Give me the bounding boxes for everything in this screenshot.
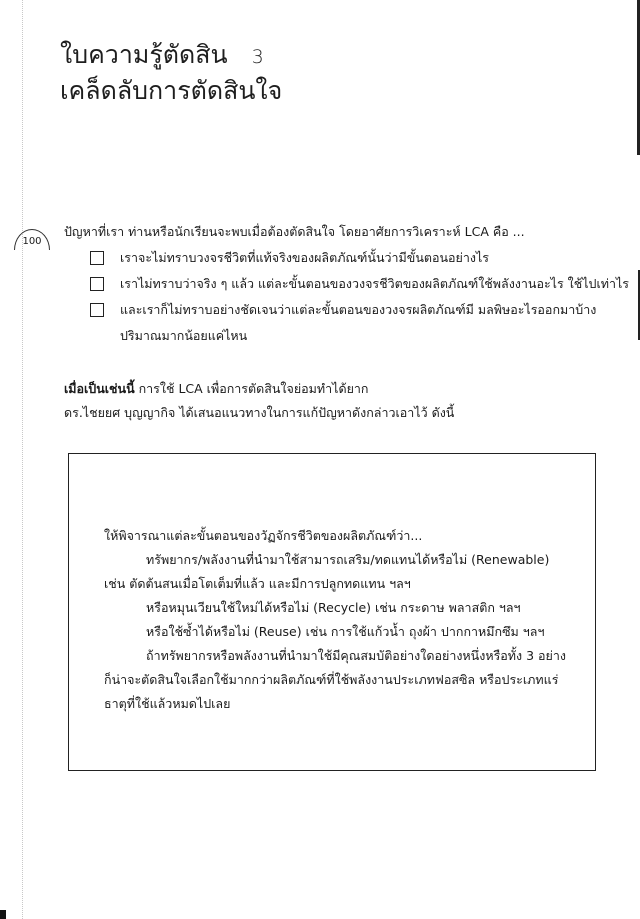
- option-3-continuation: ปริมาณมากน้อยแค่ไหน: [120, 328, 248, 343]
- checkbox-icon[interactable]: [90, 303, 104, 317]
- margin-dotted-line: [22, 0, 23, 919]
- when-section: [64, 377, 454, 425]
- title-line-2: เคล็ดลับการตัดสินใจ: [60, 76, 283, 105]
- advice-line: เช่น ตัดต้นสนเมื่อโตเต็มที่แล้ว และมีการปลูกทดแทน ฯลฯ: [104, 576, 411, 591]
- advice-line: ทรัพยากร/พลังงานที่นำมาใช้สามารถเสริม/ทดแทนได้หรือไม่ (Renewable): [146, 552, 550, 567]
- title-line-1: [60, 38, 282, 74]
- option-label: และเราก็ไม่ทราบอย่างชัดเจนว่าแต่ละขั้นตอนของวงจรผลิตภัณฑ์มี มลพิษอะไรออกมาบ้าง: [120, 302, 597, 317]
- option-label: เราจะไม่ทราบวงจรชีวิตที่แท้จริงของผลิตภัณฑ์นั้นว่ามีขั้นตอนอย่างไร: [120, 250, 489, 265]
- title-text: ใบความรู้ตัดสิน: [60, 40, 228, 69]
- checkbox-icon[interactable]: [90, 277, 104, 291]
- when-line-1: [64, 377, 454, 401]
- checkbox-option-3[interactable]: [64, 297, 629, 323]
- when-rest: การใช้ LCA เพื่อการตัดสินใจย่อมทำได้ยาก: [134, 381, 369, 396]
- when-bold: เมื่อเป็นเช่นนี้: [64, 381, 135, 396]
- advice-line: หรือใช้ซ้ำได้หรือไม่ (Reuse) เช่น การใช้แก้วน้ำ ถุงผ้า ปากกาหมึกซึม ฯลฯ: [146, 624, 545, 639]
- when-line-2: ดร.ไชยยศ บุญญากิจ ได้เสนอแนวทางในการแก้ปัญหาดังกล่าวเอาไว้ ดังนี้: [64, 405, 455, 420]
- checkbox-option-2[interactable]: [64, 271, 629, 297]
- checkbox-option-1[interactable]: [64, 245, 629, 271]
- option-label: เราไม่ทราบว่าจริง ๆ แล้ว แต่ละขั้นตอนของวงจรชีวิตของผลิตภัณฑ์ใช้พลังงานอะไร ใช้ไปเท่าไร: [120, 276, 629, 291]
- title-number: 3: [251, 46, 264, 68]
- advice-box-content: [104, 524, 574, 716]
- advice-line: ก็น่าจะตัดสินใจเลือกใช้มากกว่าผลิตภัณฑ์ที่ใช้พลังงานประเภทฟอสซิล หรือประเภทแร่: [104, 672, 559, 687]
- advice-line: หรือหมุนเวียนใช้ใหม่ได้หรือไม่ (Recycle) เช่น กระดาษ พลาสติก ฯลฯ: [146, 600, 521, 615]
- checkbox-icon[interactable]: [90, 251, 104, 265]
- intro-section: [64, 219, 629, 349]
- scan-corner-mark: [0, 910, 6, 919]
- page-number-badge: 100: [14, 229, 50, 250]
- advice-line: ให้พิจารณาแต่ละขั้นตอนของวัฏจักรชีวิตของผลิตภัณฑ์ว่า...: [104, 528, 423, 543]
- page-title: [60, 38, 282, 108]
- intro-lead: ปัญหาที่เรา ท่านหรือนักเรียนจะพบเมื่อต้องตัดสินใจ โดยอาศัยการวิเคราะห์ LCA คือ ...: [64, 224, 525, 239]
- advice-line: ถ้าทรัพยากรหรือพลังงานที่นำมาใช้มีคุณสมบัติอย่างใดอย่างหนึ่งหรือทั้ง 3 อย่าง: [146, 648, 566, 663]
- advice-line: ธาตุที่ใช้แล้วหมดไปเลย: [104, 696, 231, 711]
